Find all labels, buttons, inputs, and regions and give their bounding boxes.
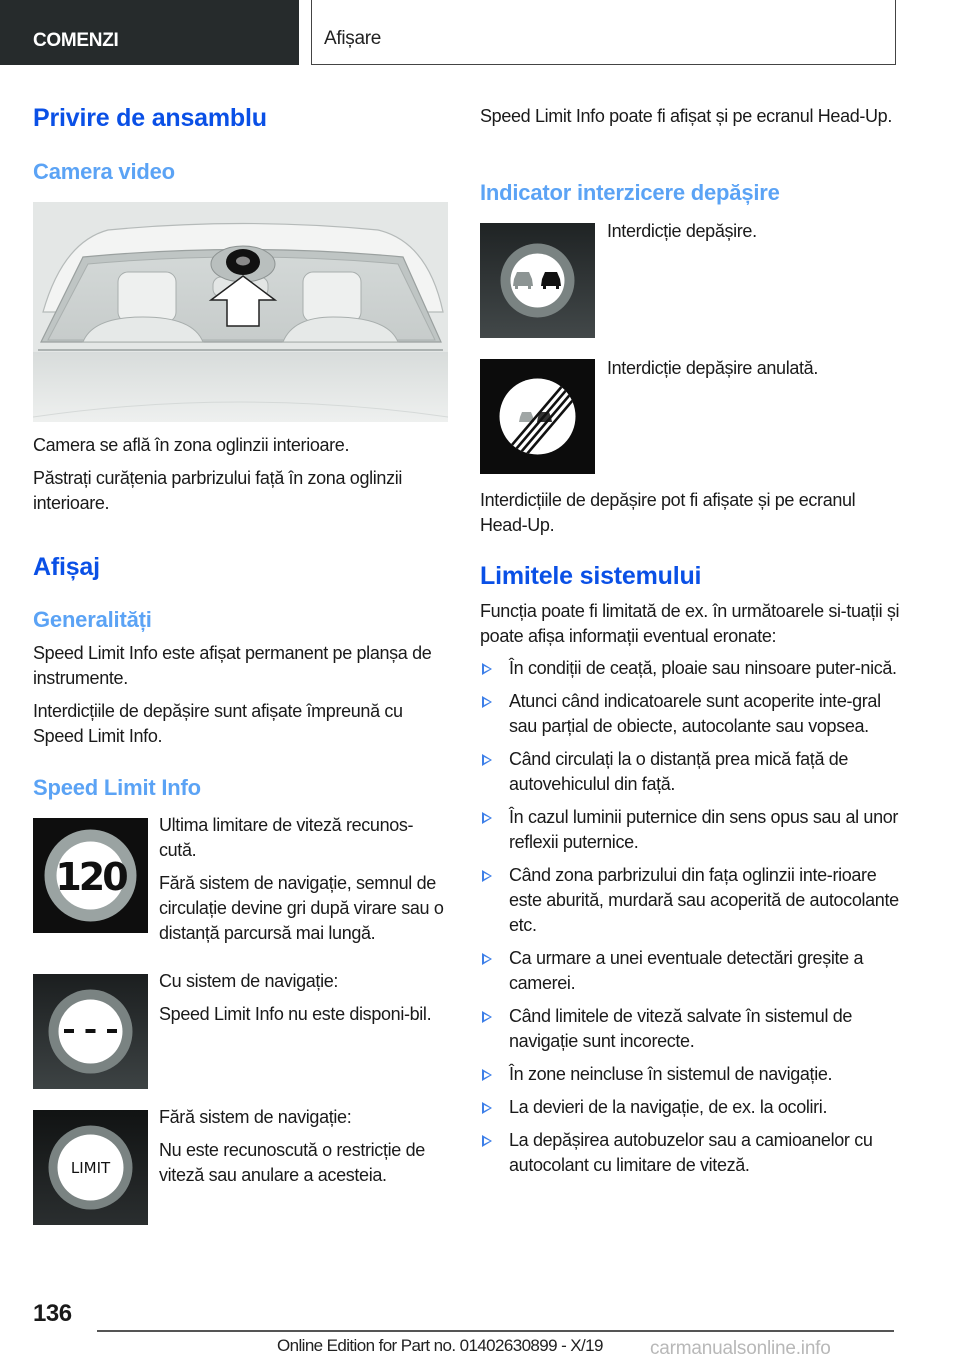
hud-text: Speed Limit Info poate fi afișat și pe ecranul Head-Up.: [480, 106, 892, 126]
heading-general: Generalități: [33, 607, 152, 632]
sli-item-3-text-1: Fără sistem de navigație:: [159, 1107, 352, 1127]
no-overtaking-hud-text: Interdicțiile de depășire pot fi afișate și pe ecranul Head-Up.: [480, 490, 856, 535]
chapter-tab: [0, 0, 299, 65]
bullet-triangle-icon: [482, 663, 492, 675]
list-item: Când zona parbrizului din fața oglinzii inte-rioare este aburită, murdară sau acoperită de autocolante etc.: [480, 863, 905, 938]
speed-limit-120-sign: [33, 818, 148, 933]
watermark: carmanualsonline.info: [650, 1338, 831, 1359]
camera-location-text: Camera se află în zona oglinzii interioare.: [33, 435, 350, 455]
chapter-tab-label: COMENZI: [33, 30, 119, 51]
end-no-overtaking-sign: [480, 359, 595, 474]
list-item: Ca urmare a unei eventuale detectări greșite a camerei.: [480, 946, 905, 996]
bullet-triangle-icon: [482, 1135, 492, 1147]
list-item: Atunci când indicatoarele sunt acoperite inte-gral sau parțial de obiecte, autocolante sau vopsea.: [480, 689, 905, 739]
edition-text: Online Edition for Part no. 01402630899 - X/19: [277, 1336, 603, 1355]
heading-speed-limit-info: Speed Limit Info: [33, 775, 201, 800]
list-item: În condiții de ceață, ploaie sau ninsoare puter-nică.: [480, 656, 905, 681]
footer-divider: [97, 1330, 894, 1332]
list-item: Când circulați la o distanță prea mică față de autovehiculul din față.: [480, 747, 905, 797]
sli-item-1-text-2: Fără sistem de navigație, semnul de circulație devine gri după virare sau o distanță parcursă mai lungă.: [159, 873, 444, 943]
windshield-camera-illustration: [33, 202, 448, 422]
speed-limit-unavailable-sign: [33, 974, 148, 1089]
general-text-1: Speed Limit Info este afișat permanent pe planșa de instrumente.: [33, 643, 432, 688]
bullet-triangle-icon: [482, 953, 492, 965]
page-number: 136: [33, 1300, 72, 1327]
end-no-overtaking-text: Interdicție depășire anulată.: [607, 358, 818, 378]
list-item: În cazul luminii puternice din sens opus sau al unor reflexii puternice.: [480, 805, 905, 855]
general-text-2: Interdicțiile de depășire sunt afișate împreună cu Speed Limit Info.: [33, 701, 403, 746]
list-item: La devieri de la navigație, de ex. la ocoliri.: [480, 1095, 905, 1120]
sli-item-2-text-2: Speed Limit Info nu este disponi-bil.: [159, 1004, 432, 1024]
section-title-box: [311, 0, 896, 65]
sli-item-2-text-1: Cu sistem de navigație:: [159, 971, 339, 991]
heading-camera: Camera video: [33, 159, 175, 184]
svg-text:120: 120: [55, 855, 126, 899]
camera-cleaning-text: Păstrați curățenia parbrizului față în zona oglinzii interioare.: [33, 468, 403, 513]
heading-no-overtaking: Indicator interzicere depășire: [480, 180, 780, 205]
list-item: La depășirea autobuzelor sau a camioanelor cu autocolant cu limitare de viteză.: [480, 1128, 905, 1178]
bullet-triangle-icon: [482, 754, 492, 766]
heading-display: Afișaj: [33, 553, 100, 581]
speed-limit-unknown-sign: [33, 1110, 148, 1225]
system-limits-list: [480, 656, 905, 1186]
system-limits-intro: Funcția poate fi limitată de ex. în următoarele si-tuații și poate afișa informații eventual eronate:: [480, 601, 900, 646]
bullet-triangle-icon: [482, 1011, 492, 1023]
sli-item-3-text-2: Nu este recunoscută o restricție de viteză sau anulare a acesteia.: [159, 1140, 425, 1185]
bullet-triangle-icon: [482, 696, 492, 708]
bullet-triangle-icon: [482, 1069, 492, 1081]
sli-item-1-text-1: Ultima limitare de viteză recunos-cută.: [159, 815, 414, 860]
heading-system-limits: Limitele sistemului: [480, 562, 702, 590]
list-item: Când limitele de viteză salvate în sistemul de navigație sunt incorecte.: [480, 1004, 905, 1054]
no-overtaking-text: Interdicție depășire.: [607, 221, 757, 241]
svg-text:LIMIT: LIMIT: [70, 1159, 111, 1177]
section-title: Afișare: [324, 28, 382, 49]
bullet-triangle-icon: [482, 870, 492, 882]
list-item: În zone neincluse în sistemul de navigație.: [480, 1062, 905, 1087]
bullet-triangle-icon: [482, 1102, 492, 1114]
bullet-triangle-icon: [482, 812, 492, 824]
no-overtaking-sign: [480, 223, 595, 338]
heading-overview: Privire de ansamblu: [33, 104, 267, 132]
